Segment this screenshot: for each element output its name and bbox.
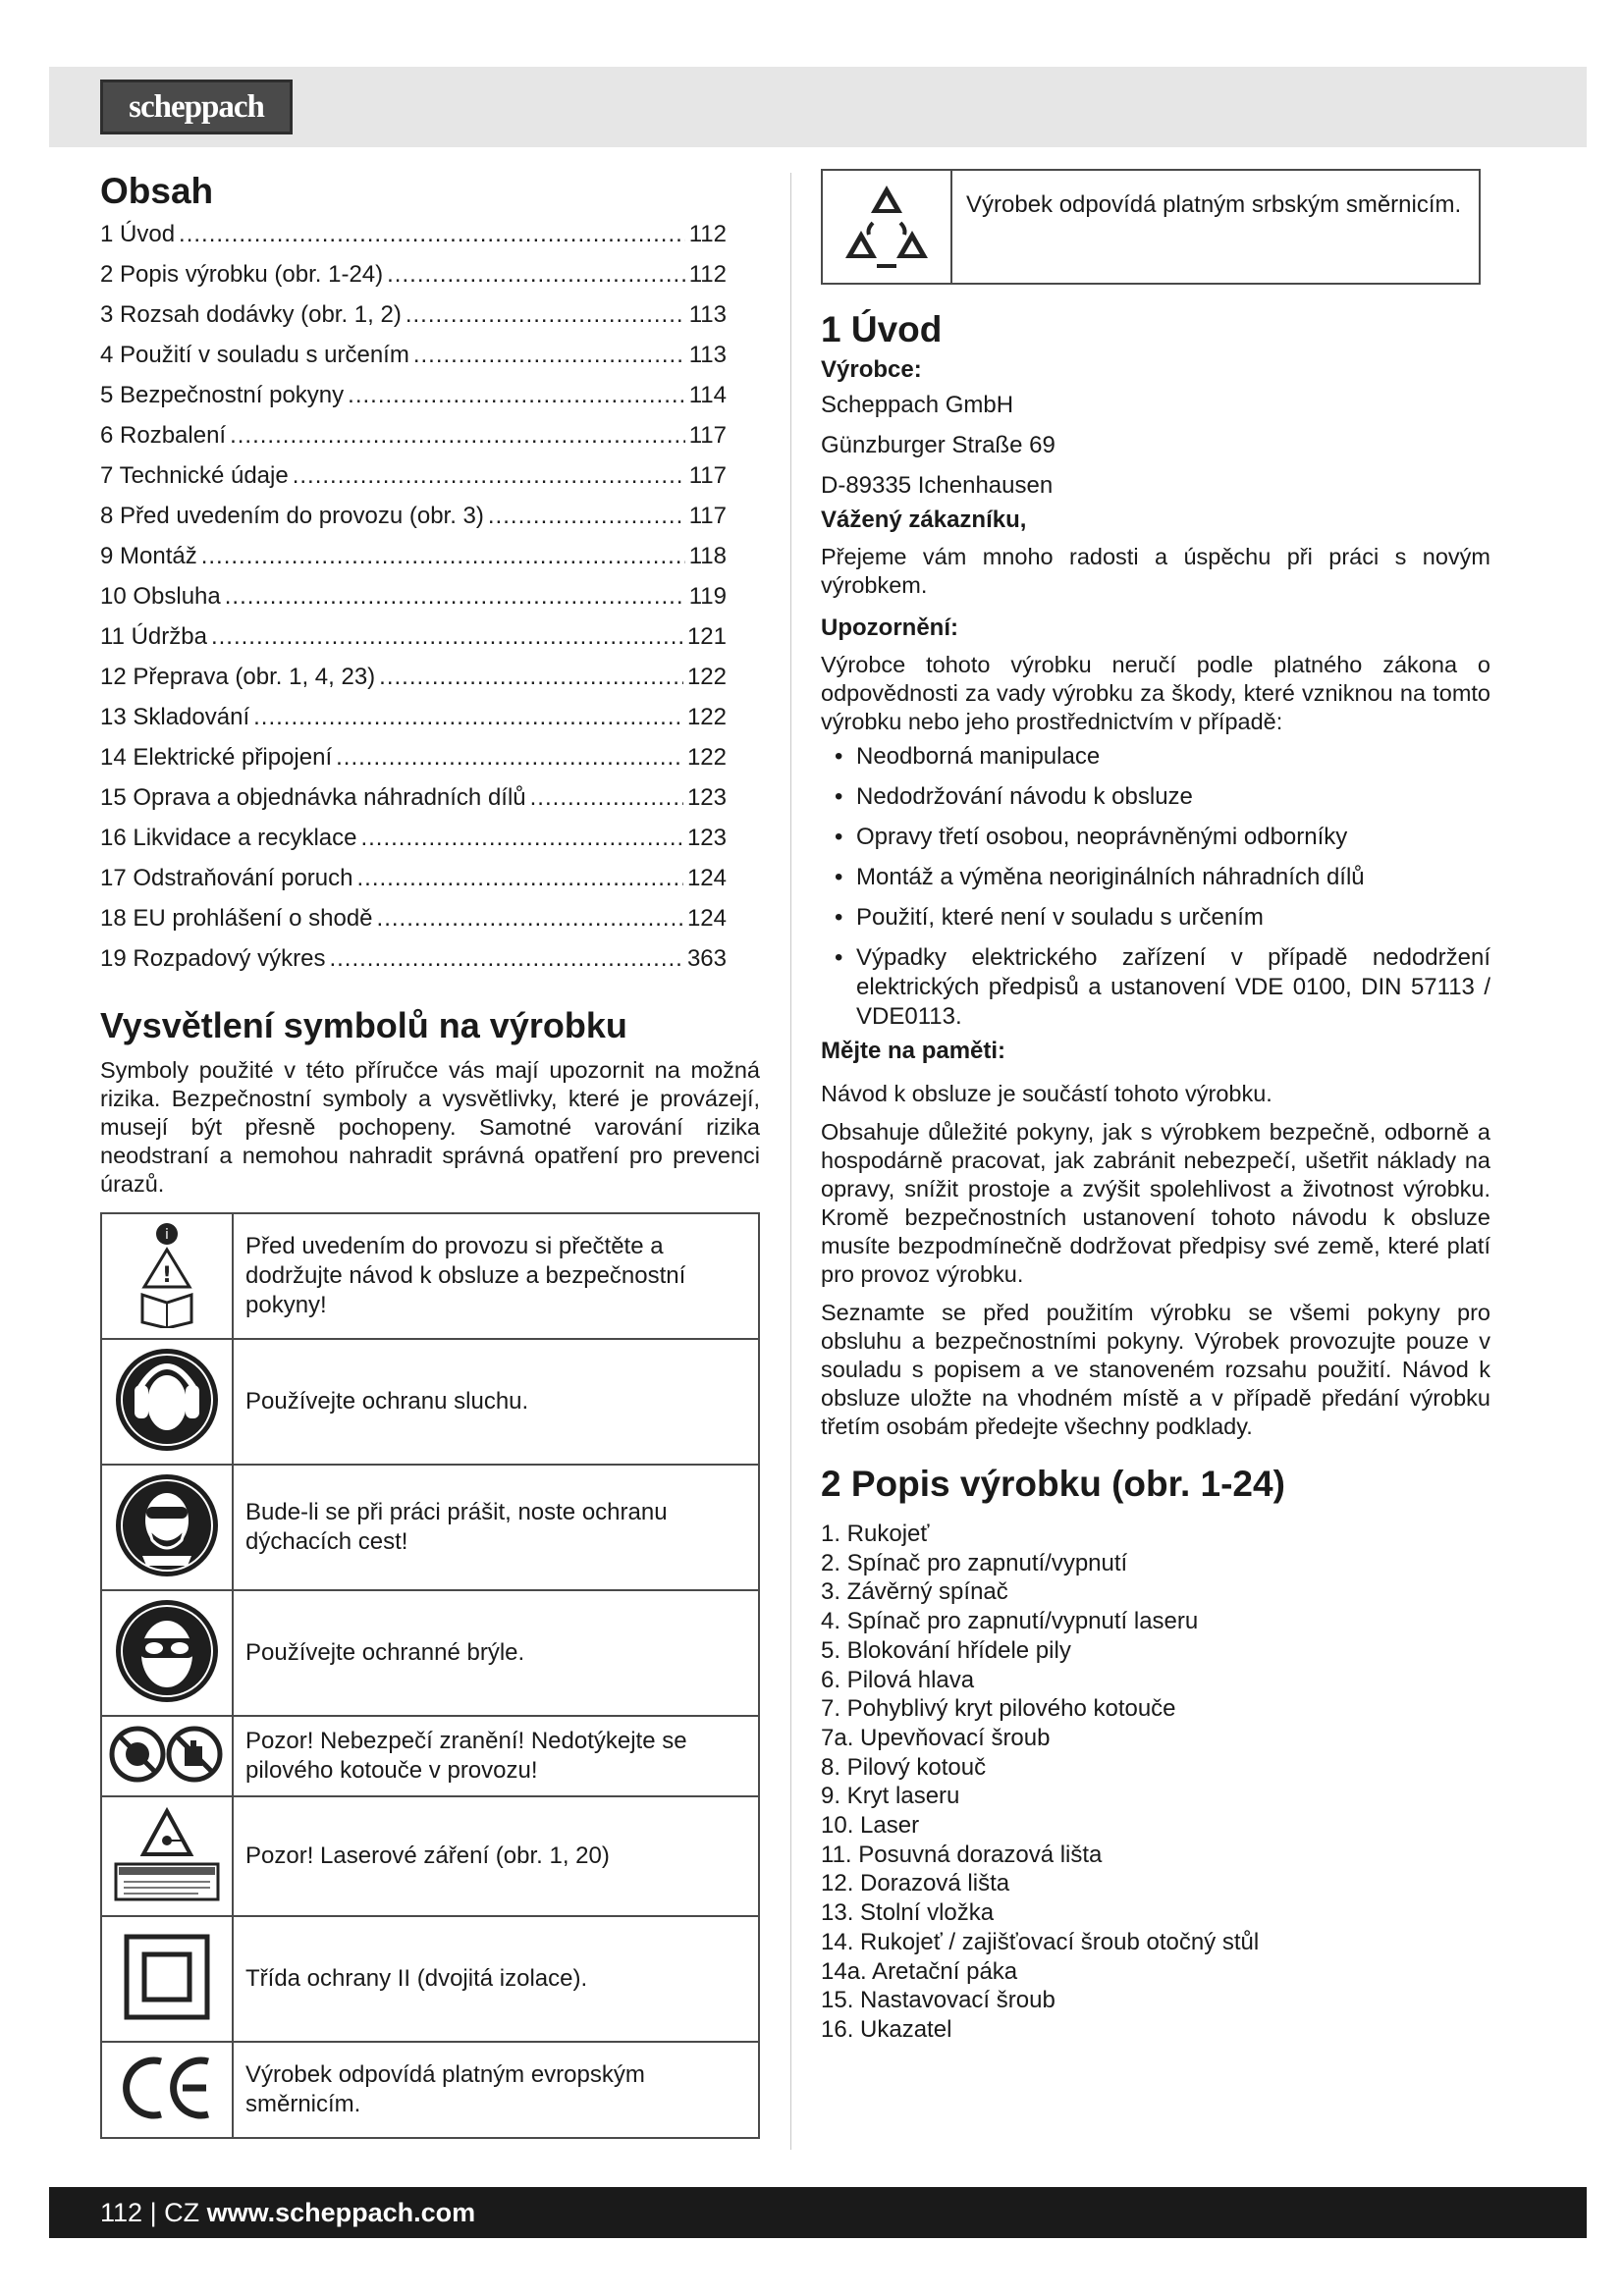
- serbian-conformity-text: Výrobek odpovídá platným srbským směrnicím.: [966, 191, 1462, 218]
- list-item: 6. Pilová hlava: [821, 1666, 975, 1693]
- footer-separator: |: [149, 2198, 157, 2227]
- right-column: [821, 169, 1490, 2045]
- left-column: [100, 169, 760, 2139]
- list-item: • Neodborná manipulace: [821, 742, 1490, 772]
- website-link[interactable]: www.scheppach.com: [206, 2198, 476, 2227]
- section-title-description: 2 Popis výrobku (obr. 1-24): [821, 1464, 1285, 1504]
- safety-goggles-icon: [113, 1597, 221, 1705]
- svg-text:i: i: [165, 1226, 169, 1243]
- dust-mask-icon: [113, 1471, 221, 1579]
- list-item: 16. Ukazatel: [821, 2015, 952, 2043]
- list-item: 15. Nastavovací šroub: [821, 1987, 1056, 2014]
- toc-entry[interactable]: 14 Elektrické připojení ..... 122: [100, 731, 727, 772]
- table-row: [101, 1590, 759, 1716]
- symbol-text: Používejte ochranu sluchu.: [233, 1339, 759, 1465]
- read-manual-icon: [133, 1220, 201, 1328]
- table-row: [101, 1716, 759, 1796]
- table-row: [101, 1916, 759, 2042]
- toc-entry[interactable]: 17 Odstraňování poruch ..... 124: [100, 852, 727, 892]
- list-item: 9. Kryt laseru: [821, 1783, 960, 1810]
- list-item: • Použití, které není v souladu s určením: [821, 903, 1490, 933]
- table-row: [101, 1796, 759, 1916]
- toc-entry[interactable]: 2 Popis výrobku (obr. 1-24) ..... 112: [100, 248, 727, 289]
- toc-entry[interactable]: 1 Úvod ..... 112: [100, 208, 727, 248]
- list-item: • Výpadky elektrického zařízení v případě nedodržení elektrických předpisů a ustanovení VDE 0100, DIN 57113 / VDE0113.: [821, 943, 1490, 1032]
- toc-entry[interactable]: 8 Před uvedením do provozu (obr. 3) ..... 117: [100, 490, 727, 530]
- laser-warning-icon: [110, 1805, 224, 1903]
- ce-mark-icon: [118, 2054, 216, 2122]
- toc-entry[interactable]: 18 EU prohlášení o shodě ..... 124: [100, 892, 727, 933]
- list-item: • Montáž a výměna neoriginálních náhradních dílů: [821, 863, 1490, 892]
- ear-protection-icon: [113, 1346, 221, 1454]
- liability-list: [821, 742, 1490, 1032]
- serbian-conformity-icon: [838, 178, 936, 276]
- toc-entry[interactable]: 10 Obsluha ..... 119: [100, 570, 727, 611]
- toc-entry[interactable]: 19 Rozpadový výkres ..... 363: [100, 933, 727, 973]
- notice-text: Výrobce tohoto výrobku neručí podle platného zákona o odpovědnosti za vady výrobku za škody, které vzniknou na tomto výrobku nebo jeho prostřednictvím v případě:: [821, 652, 1490, 734]
- scheppach-logo: scheppach: [100, 80, 293, 134]
- toc-entry[interactable]: 16 Likvidace a recyklace ..... 123: [100, 812, 727, 852]
- header-bar: [49, 67, 1587, 147]
- table-row: [101, 1213, 759, 1339]
- column-divider: [790, 173, 791, 2150]
- language-code: CZ: [164, 2198, 200, 2227]
- list-item: 7a. Upevňovací šroub: [821, 1724, 1051, 1751]
- list-item: • Nedodržování návodu k obsluze: [821, 782, 1490, 812]
- manufacturer-city: D-89335 Ichenhausen: [821, 472, 1054, 499]
- toc-entry[interactable]: 12 Přeprava (obr. 1, 4, 23) ..... 122: [100, 651, 727, 691]
- section-title-intro: 1 Úvod: [821, 309, 943, 349]
- list-item: 3. Závěrný spínač: [821, 1578, 1008, 1606]
- toc-entry[interactable]: 4 Použití v souladu s určením ..... 113: [100, 329, 727, 369]
- list-item: 2. Spínač pro zapnutí/vypnutí: [821, 1549, 1128, 1576]
- manufacturer-street: Günzburger Straße 69: [821, 432, 1056, 458]
- remember-text-2: Obsahuje důležité pokyny, jak s výrobkem bezpečně, odborně a hospodárně pracovat, jak zabránit nebezpečí, ušetřit náklady na opravy, snížit prostoje a zvýšit spolehlivost a životnost výrobku. Kromě bezpečnostních ustanovení tohoto návodu k obsluze musíte bezpodmínečně dodržovat předpisy své země, které platí pro provoz výrobku.: [821, 1119, 1490, 1287]
- customer-text: Přejeme vám mnoho radosti a úspěchu při práci s novým výrobkem.: [821, 544, 1490, 598]
- manufacturer-label: Výrobce:: [821, 356, 922, 383]
- symbol-text: Pozor! Laserové záření (obr. 1, 20): [233, 1796, 759, 1916]
- toc-entry[interactable]: 15 Oprava a objednávka náhradních dílů ..... 123: [100, 772, 727, 812]
- symbol-text: Výrobek odpovídá platným evropským směrnicím.: [233, 2042, 759, 2138]
- list-item: 14. Rukojeť / zajišťovací šroub otočný stůl: [821, 1928, 1260, 1955]
- table-row: [101, 2042, 759, 2138]
- serbian-conformity-box: [821, 169, 1481, 285]
- footer-bar: [49, 2187, 1587, 2238]
- list-item: 8. Pilový kotouč: [821, 1753, 987, 1781]
- symbol-text: Používejte ochranné brýle.: [233, 1590, 759, 1716]
- no-touch-blade-icon: [108, 1725, 226, 1784]
- symbol-text: Třída ochrany II (dvojitá izolace).: [233, 1916, 759, 2042]
- symbol-text: Bude-li se při práci prášit, noste ochranu dýchacích cest!: [233, 1465, 759, 1590]
- manufacturer-name: Scheppach GmbH: [821, 392, 1014, 418]
- toc-title: Obsah: [100, 171, 214, 211]
- list-item: 12. Dorazová lišta: [821, 1870, 1010, 1897]
- symbols-intro: Symboly použité v této příručce vás mají upozornit na možná rizika. Bezpečnostní symboly a vysvětlivky, které je provázejí, musejí být přesně pochopeny. Samotné varování rizika neodstraní a nemohou nahradit správná opatření pro prevenci úrazů.: [100, 1057, 760, 1197]
- list-item: 1. Rukojeť: [821, 1521, 930, 1547]
- symbol-text: Před uvedením do provozu si přečtěte a dodržujte návod k obsluze a bezpečnostní pokyny!: [233, 1213, 759, 1339]
- symbols-title: Vysvětlení symbolů na výrobku: [100, 1005, 627, 1045]
- toc-entry[interactable]: 5 Bezpečnostní pokyny ..... 114: [100, 369, 727, 409]
- toc-entry[interactable]: 7 Technické údaje ..... 117: [100, 450, 727, 490]
- list-item: 14a. Aretační páka: [821, 1957, 1018, 1985]
- remember-text-1: Návod k obsluze je součástí tohoto výrobku.: [821, 1081, 1272, 1106]
- symbols-table: [100, 1212, 760, 2139]
- remember-label: Mějte na paměti:: [821, 1038, 1006, 1064]
- toc-entry[interactable]: 3 Rozsah dodávky (obr. 1, 2) ..... 113: [100, 289, 727, 329]
- table-row: [101, 1465, 759, 1590]
- list-item: 5. Blokování hřídele pily: [821, 1636, 1071, 1664]
- symbol-text: Pozor! Nebezpečí zranění! Nedotýkejte se pilového kotouče v provozu!: [233, 1716, 759, 1796]
- svg-text:!: !: [161, 1262, 173, 1288]
- list-item: 4. Spínač pro zapnutí/vypnutí laseru: [821, 1608, 1199, 1635]
- list-item: 11. Posuvná dorazová lišta: [821, 1841, 1103, 1868]
- customer-label: Vážený zákazníku,: [821, 507, 1027, 533]
- toc-entry[interactable]: 11 Údržba ..... 121: [100, 611, 727, 651]
- remember-text-3: Seznamte se před použitím výrobku se všemi pokyny pro obsluhu a bezpečnostními pokyny. Výrobek provozujte pouze v souladu s popisem a ve stanoveném rozsahu použití. Návod k obsluze uložte na vhodném místě a v případě předání výrobku třetím osobám předejte všechny podklady.: [821, 1300, 1490, 1439]
- list-item: • Opravy třetí osobou, neoprávněnými odborníky: [821, 823, 1490, 852]
- parts-list: [821, 1520, 1490, 2045]
- table-row: [101, 1339, 759, 1465]
- page-number: 112: [100, 2198, 143, 2227]
- table-of-contents: [100, 208, 760, 973]
- list-item: 13. Stolní vložka: [821, 1899, 995, 1927]
- notice-label: Upozornění:: [821, 614, 958, 641]
- list-item: 10. Laser: [821, 1812, 920, 1840]
- toc-entry[interactable]: 13 Skladování ..... 122: [100, 691, 727, 731]
- class-ii-insulation-icon: [123, 1933, 211, 2021]
- list-item: 7. Pohyblivý kryt pilového kotouče: [821, 1695, 1176, 1723]
- toc-entry[interactable]: 6 Rozbalení ..... 117: [100, 409, 727, 450]
- toc-entry[interactable]: 9 Montáž ..... 118: [100, 530, 727, 570]
